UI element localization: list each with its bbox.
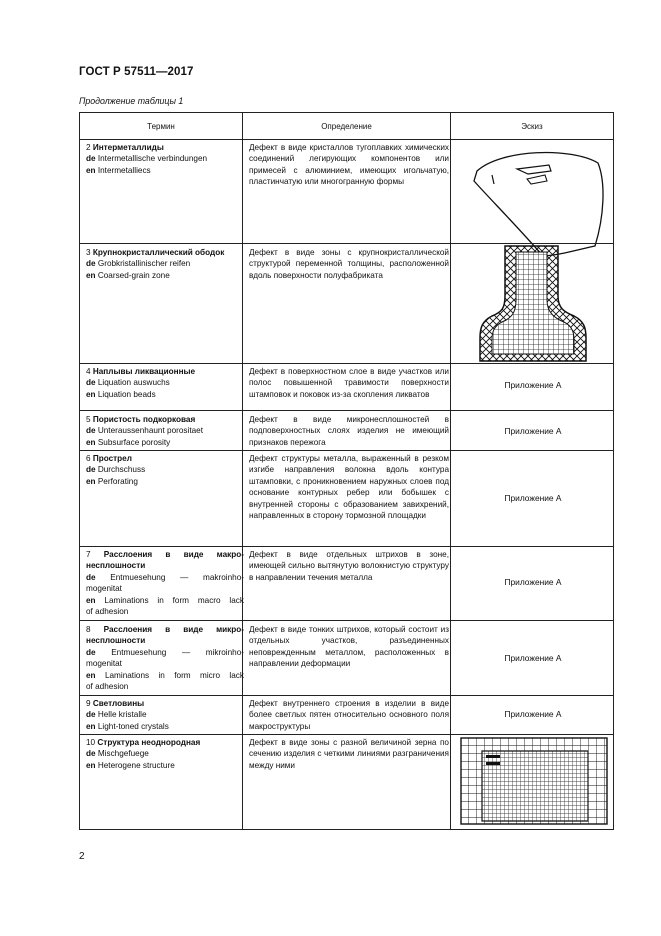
sketch-appendix-ref: Приложение А <box>504 653 562 663</box>
definition-cell: Дефект в виде кристаллов тугоплавких химических соединений легирующих компонентов или примесей с алюминием, имеющих игольчатую, пластинчатую или многогранную формы <box>249 143 449 187</box>
definition-cell: Дефект в виде зоны с крупнокристаллической структурой переменной толщины, расположенной вдоль поверхности полуфабриката <box>249 248 449 280</box>
term-de: Liquation auswuchs <box>97 378 170 388</box>
lang-en: en <box>86 270 96 280</box>
definition-cell: Дефект в виде отдельных штрихов в зоне, имеющей сильно вытянутую волокнистую структуру в направлении течения металла <box>249 550 449 582</box>
lang-de: de <box>86 465 96 475</box>
term-de: Durchschuss <box>97 465 146 475</box>
term-number: 6 <box>86 454 91 463</box>
lang-de: de <box>86 710 96 720</box>
lang-en: en <box>86 670 96 680</box>
term-de: Entmuesehung — mikroinho- <box>111 647 244 657</box>
lang-de: de <box>86 749 96 759</box>
header-divider <box>80 139 613 140</box>
term-ru: Светловины <box>92 699 145 708</box>
inclusion-shape <box>492 175 494 184</box>
lang-de: de <box>86 647 96 657</box>
row-divider <box>80 620 613 621</box>
sketch-appendix-ref: Приложение А <box>504 709 562 719</box>
definition-cell: Дефект внутреннего строения в изделии в виде более светлых пятен относительно основного поля макроструктуры <box>249 699 449 731</box>
lang-en: en <box>86 760 96 770</box>
term-number: 9 <box>86 699 91 708</box>
term-cell <box>86 737 244 771</box>
inclusion-shape <box>527 175 547 184</box>
term-ru: Прострел <box>92 454 132 463</box>
term-en: Light-toned crystals <box>97 721 169 731</box>
definition-cell: Дефект в поверхностном слое в виде участков или полос повышенной травимости поверхности штамповок и поковок из-за скопления ликватов <box>249 367 449 399</box>
row-divider <box>80 695 613 696</box>
term-ru-cont: несплошности <box>86 561 146 571</box>
term-en: Laminations in form macro lack <box>104 595 244 605</box>
lang-de: de <box>86 426 96 436</box>
table-continuation-caption: Продолжение таблицы 1 <box>79 96 184 106</box>
term-ru: Пористость подкорковая <box>92 415 196 424</box>
inclusion-shape <box>517 165 551 174</box>
sketch-appendix-ref: Приложение А <box>504 577 562 587</box>
term-ru: Расслоения в виде макро- <box>103 550 245 559</box>
column-header-sketch: Эскиз <box>521 121 543 131</box>
term-en: Subsurface porosity <box>97 437 171 447</box>
term-ru: Расслоения в виде микро- <box>103 625 244 634</box>
term-de-cont: mogenitat <box>86 584 122 594</box>
lang-en: en <box>86 437 96 447</box>
row-divider <box>80 734 613 735</box>
coarse-grain-sketch-figure <box>458 244 608 362</box>
row-divider <box>80 363 613 364</box>
heterogeneous-structure-sketch-figure <box>460 737 610 827</box>
definition-cell: Дефект в виде зоны с разной величиной зерна по сечению изделия с четкими линиями разграничения между ними <box>249 738 449 770</box>
term-en: Liquation beads <box>97 389 156 399</box>
sketch-appendix-ref: Приложение А <box>504 493 562 503</box>
term-de: Unteraussenhaunt porositaet <box>97 426 203 436</box>
term-en: Perforating <box>97 476 138 486</box>
term-en: Laminations in form micro lack <box>104 670 244 680</box>
term-number: 10 <box>86 738 96 747</box>
definition-cell: Дефект в виде тонких штрихов, который состоит из отдельных участков, разъединенных неповрежденным металлом, расположенных в направлении деформации <box>249 625 449 669</box>
definition-cell: Дефект в виде микронесплошностей в подповерхностных слоях изделия не имеющий признаков пережога <box>249 415 449 447</box>
sketch-cell <box>452 244 614 365</box>
term-de: Entmuesehung — makroinho- <box>110 572 244 582</box>
term-number: 7 <box>86 550 91 559</box>
term-ru-cont: несплошности <box>86 636 146 646</box>
term-number: 2 <box>86 143 91 152</box>
document-header: ГОСТ Р 57511—2017 <box>79 66 194 78</box>
term-en-cont: of adhesion <box>86 682 129 692</box>
row-divider <box>80 410 613 411</box>
sketch-outline <box>474 153 603 256</box>
term-de: Helle kristalle <box>97 710 147 720</box>
term-ru: Наплывы ликвационные <box>92 367 196 376</box>
term-number: 8 <box>86 625 91 634</box>
term-cell <box>86 366 244 400</box>
lang-en: en <box>86 721 96 731</box>
term-de-cont: mogenitat <box>86 659 122 669</box>
sketch-appendix-ref: Приложение А <box>504 380 562 390</box>
lang-en: en <box>86 165 96 175</box>
term-cell <box>86 624 244 692</box>
lang-en: en <box>86 595 96 605</box>
term-number: 4 <box>86 367 91 376</box>
definition-cell: Дефект структуры металла, выраженный в резком изгибе направления волокна вдоль контура штамповки, с проникновением наружных слоев под основание контурных ребер или бобышек с внутренней стороны с образованием завихрений, направленных в сторону тормозной площадки <box>249 454 449 521</box>
intermetallide-sketch-figure <box>461 145 611 257</box>
grain-inclusion <box>486 755 500 758</box>
term-en: Coarsed-grain zone <box>97 270 170 280</box>
page-number: 2 <box>79 851 85 862</box>
terms-table <box>79 112 614 830</box>
term-cell <box>86 142 244 176</box>
term-ru: Структура неоднородная <box>97 738 201 747</box>
lang-de: de <box>86 572 96 582</box>
term-en-cont: of adhesion <box>86 607 129 617</box>
sketch-appendix-ref: Приложение А <box>504 426 562 436</box>
term-en: Heterogene structure <box>97 760 175 770</box>
term-en: Intermetalliecs <box>97 165 151 175</box>
lang-de: de <box>86 154 96 164</box>
row-divider <box>80 450 613 451</box>
term-de: Grobkristallinischer reifen <box>97 259 191 269</box>
lang-de: de <box>86 378 96 388</box>
column-divider <box>450 113 451 829</box>
term-cell <box>86 414 244 448</box>
grain-inclusion <box>486 762 500 765</box>
column-header-definition: Определение <box>321 121 372 131</box>
term-de: Mischgefuege <box>97 749 149 759</box>
row-divider <box>80 546 613 547</box>
term-ru: Крупнокристаллический ободок <box>92 248 225 257</box>
term-cell <box>86 453 244 487</box>
term-cell <box>86 549 244 617</box>
sketch-cell <box>452 737 614 830</box>
lang-en: en <box>86 476 96 486</box>
term-cell <box>86 247 244 281</box>
lang-de: de <box>86 259 96 269</box>
term-ru: Интерметаллиды <box>92 143 164 152</box>
term-cell <box>86 698 244 732</box>
term-de: Intermetallische verbindungen <box>97 154 208 164</box>
lang-en: en <box>86 389 96 399</box>
term-number: 5 <box>86 415 91 424</box>
column-header-term: Термин <box>147 121 175 131</box>
term-number: 3 <box>86 248 91 257</box>
